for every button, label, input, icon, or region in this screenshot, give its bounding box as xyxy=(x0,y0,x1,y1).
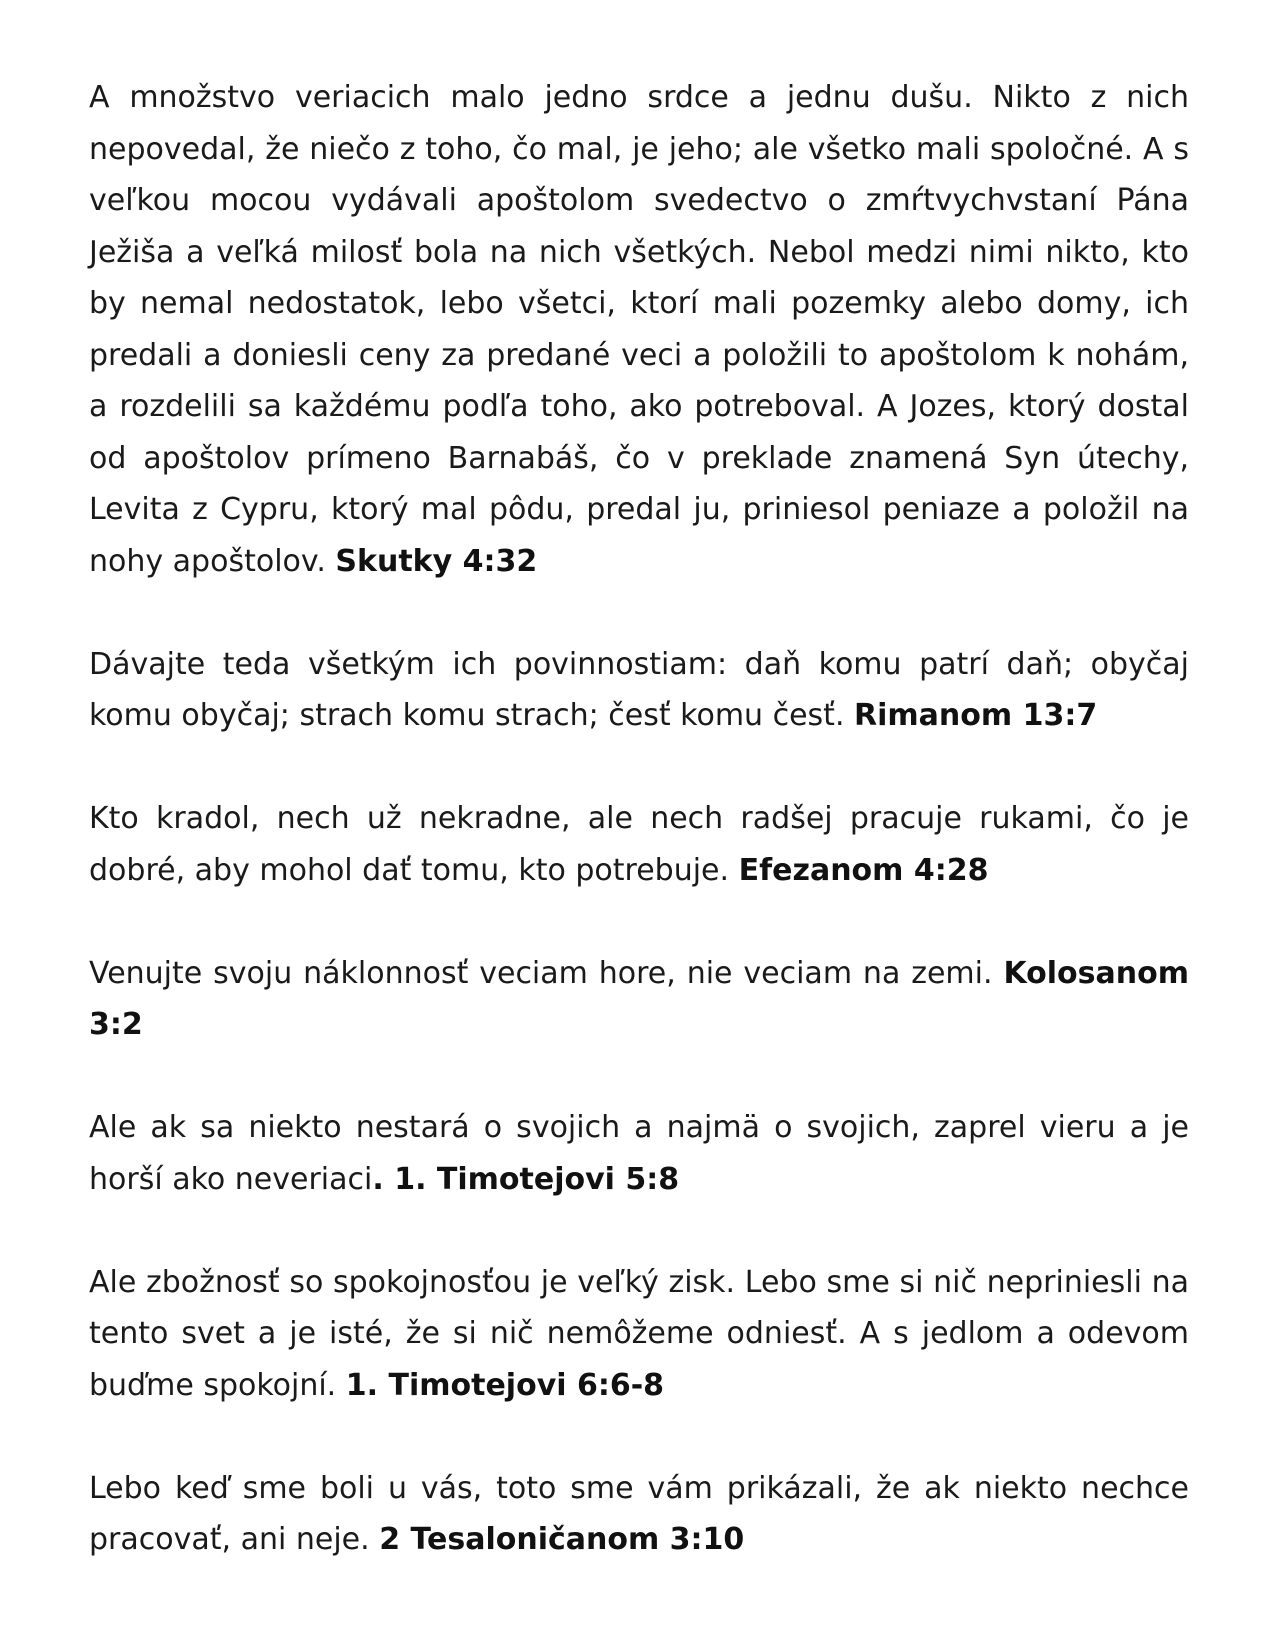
verse-paragraph xyxy=(89,948,1189,1051)
verse-text: Ale zbožnosť so spokojnosťou je veľký zisk. Lebo sme si nič nepriniesli na tento svet a je isté, že si nič nemôžeme odniesť. A s jedlom a odevom buďme spokojní. xyxy=(89,1264,1189,1403)
verse-paragraph xyxy=(89,793,1189,896)
verse-reference: Skutky 4:32 xyxy=(335,543,538,579)
verse-text: A množstvo veriacich malo jedno srdce a jednu dušu. Nikto z nich nepovedal, že niečo z toho, čo mal, je jeho; ale všetko mali spoločné. A s veľkou mocou vydávali apoštolom svedectvo o zmŕtvychvstaní Pána Ježiša a veľká milosť bola na nich všetkých. Nebol medzi nimi nikto, kto by nemal nedostatok, lebo všetci, ktorí mali pozemky alebo domy, ich predali a doniesli ceny za predané veci a položili to apoštolom k nohám, a rozdelili sa každému podľa toho, ako potreboval. A Jozes, ktorý dostal od apoštolov prímeno Barnabáš, čo v preklade znamená Syn útechy, Levita z Cypru, ktorý mal pôdu, predal ju, priniesol peniaze a položil na nohy apoštolov. xyxy=(89,80,1189,579)
verse-reference: 1. Timotejovi 6:6-8 xyxy=(345,1367,665,1403)
verse-text: Venujte svoju náklonnosť veciam hore, nie veciam na zemi. xyxy=(89,955,993,991)
verse-text: Lebo keď sme boli u vás, toto sme vám prikázali, že ak niekto nechce pracovať, ani neje. xyxy=(89,1470,1189,1557)
verse-paragraph xyxy=(89,72,1189,587)
verse-reference: Rimanom 13:7 xyxy=(854,698,1098,733)
document-page xyxy=(89,72,1189,1617)
verse-text: Kto kradol, nech už nekradne, ale nech radšej pracuje rukami, čo je dobré, aby mohol dať tomu, kto potrebuje. xyxy=(89,801,1189,888)
verse-reference: Efezanom 4:28 xyxy=(738,852,989,888)
verse-reference: . 1. Timotejovi 5:8 xyxy=(372,1161,680,1197)
verse-paragraph xyxy=(89,1257,1189,1412)
verse-paragraph xyxy=(89,639,1189,742)
verse-text: Ale ak sa niekto nestará o svojich a najmä o svojich, zaprel vieru a je horší ako neveriaci xyxy=(89,1110,1189,1197)
verse-paragraph xyxy=(89,1102,1189,1205)
verse-reference: Kolosanom 3:2 xyxy=(89,955,1189,1042)
verse-reference: 2 Tesaloničanom 3:10 xyxy=(379,1522,745,1557)
verse-text: Dávajte teda všetkým ich povinnostiam: daň komu patrí daň; obyčaj komu obyčaj; strach komu strach; česť komu česť. xyxy=(89,646,1189,733)
verse-paragraph xyxy=(89,1463,1189,1566)
